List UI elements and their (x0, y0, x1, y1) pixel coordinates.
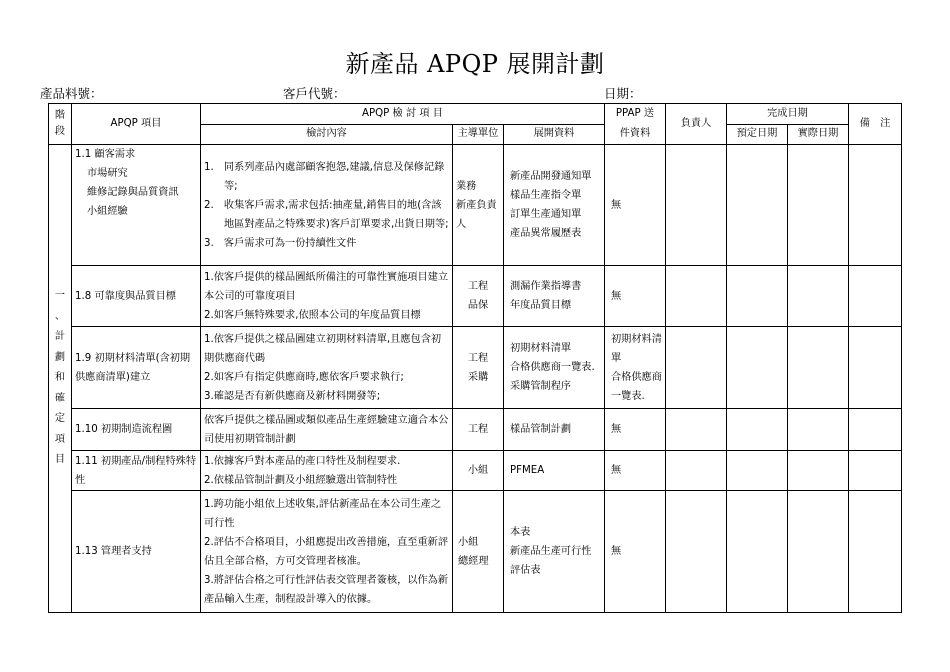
table-row (49, 491, 902, 613)
check-content-cell: 1.依客戶提供的樣品圖紙所備注的可靠性實施項目建立本公司的可靠度項目 2.如客戶無特殊要求,依照本公司的年度品質目標 (201, 266, 453, 327)
owner-cell[interactable] (666, 145, 727, 266)
planned-date-cell[interactable] (727, 327, 788, 409)
owner-cell[interactable] (666, 409, 727, 451)
planned-date-cell[interactable] (727, 491, 788, 613)
check-content-cell: 1. 同系列產品內處部顧客抱怨,建議,信息及保修記錄等; 2. 收集客戶需求,需求包括:抽產量,銷售目的地(含該地區對產品之特殊要求)客戶訂單要求,出貨日期等; 3. 客戶需求可為一份持續性文件 (201, 145, 453, 266)
check-content-cell: 1.跨功能小組依上述收集,評估新產品在本公司生產之可行性 2.評估不合格項目，小組應提出改善措施，直至重新評估且全部合格，方可交管理者核准。 3.將評估合格之可行性評估表交管理者簽核，以作為新產品輸入生產，制程設計導入的依據。 (201, 491, 453, 613)
actual-date-cell[interactable] (788, 451, 849, 491)
actual-date-cell[interactable] (788, 266, 849, 327)
ppap-cell: 無 (605, 491, 666, 613)
lead-unit-cell: 業務 新產負責人 (453, 145, 504, 266)
lead-unit-header: 主導單位 (453, 124, 504, 145)
deploy-docs-cell: PFMEA (504, 451, 605, 491)
ppap-cell: 初期材料清單 合格供應商一覽表. (605, 327, 666, 409)
planned-date-cell[interactable] (727, 266, 788, 327)
table-row (49, 327, 902, 409)
lead-unit-cell: 工程 品保 (453, 266, 504, 327)
planned-date-cell[interactable] (727, 409, 788, 451)
remarks-cell[interactable] (849, 327, 902, 409)
apqp-item-cell: 1.13 管理者支持 (72, 491, 201, 613)
actual-date-cell[interactable] (788, 491, 849, 613)
planned-date-cell[interactable] (727, 145, 788, 266)
check-content-header: 檢討內容 (201, 124, 453, 145)
lead-unit-cell: 小組 總經理 (453, 491, 504, 613)
table-row (49, 409, 902, 451)
apqp-item-cell: 1.1 顧客需求 市場研究 維修記錄與品質資訊 小組經驗 (72, 145, 201, 266)
lead-unit-cell: 工程 (453, 409, 504, 451)
apqp-item-cell: 1.9 初期材料清單(含初期供應商清單)建立 (72, 327, 201, 409)
deploy-docs-header: 展開資料 (504, 124, 605, 145)
apqp-check-items-header: APQP 檢 討 項 目 (201, 104, 605, 125)
apqp-plan-table (48, 103, 902, 613)
date-label: 日期： (604, 86, 642, 101)
stage-header: 階 段 (49, 104, 72, 145)
lead-unit-cell: 工程 采購 (453, 327, 504, 409)
apqp-item-cell: 1.8 可靠度與品質目標 (72, 266, 201, 327)
deploy-docs-cell: 樣品管制計劃 (504, 409, 605, 451)
apqp-item-cell: 1.11 初期產品/制程特殊特性 (72, 451, 201, 491)
planned-date-cell[interactable] (727, 451, 788, 491)
remarks-cell[interactable] (849, 266, 902, 327)
planned-date-header: 預定日期 (727, 124, 788, 145)
table-row (49, 451, 902, 491)
remarks-cell[interactable] (849, 145, 902, 266)
table-row (49, 145, 902, 266)
customer-code-label: 客戶代號： (283, 86, 346, 101)
ppap-cell: 無 (605, 145, 666, 266)
table-row (49, 266, 902, 327)
stage-cell: 一 、 計 劃 和 確 定 項 目 (49, 145, 72, 613)
owner-cell[interactable] (666, 491, 727, 613)
actual-date-cell[interactable] (788, 145, 849, 266)
remarks-header: 備 注 (849, 104, 902, 145)
header-fields (0, 84, 950, 102)
deploy-docs-cell: 測漏作業指導書 年度品質目標 (504, 266, 605, 327)
remarks-cell[interactable] (849, 409, 902, 451)
deploy-docs-cell: 初期材料清單 合格供應商一覽表. 采購管制程序 (504, 327, 605, 409)
remarks-cell[interactable] (849, 451, 902, 491)
actual-date-cell[interactable] (788, 409, 849, 451)
check-content-cell: 1.依據客戶對本產品的產口特性及制程要求. 2.依樣品管制計劃及小組經驗選出管制特性 (201, 451, 453, 491)
check-content-cell: 依客戶提供之樣品圖或類似產品生產經驗建立適合本公司使用初期管制計劃 (201, 409, 453, 451)
check-content-cell: 1.依客戶提供之樣品圖建立初期材料清單,且應包含初期供應商代碼 2.如客戶有指定供應商時,應依客戶要求執行; 3.確認是否有新供應商及新材料開發等; (201, 327, 453, 409)
part-no-label: 產品料號： (40, 86, 103, 101)
actual-date-cell[interactable] (788, 327, 849, 409)
ppap-cell: 無 (605, 266, 666, 327)
ppap-cell: 無 (605, 451, 666, 491)
deploy-docs-cell: 新產品開發通知單 樣品生產指令單 訂單生產通知單 產品異常履歷表 (504, 145, 605, 266)
owner-cell[interactable] (666, 266, 727, 327)
ppap-header: PPAP 送 件資料 (605, 104, 666, 145)
owner-header: 負責人 (666, 104, 727, 145)
lead-unit-cell: 小組 (453, 451, 504, 491)
actual-date-header: 實際日期 (788, 124, 849, 145)
apqp-item-cell: 1.10 初期制造流程圖 (72, 409, 201, 451)
ppap-cell: 無 (605, 409, 666, 451)
owner-cell[interactable] (666, 327, 727, 409)
remarks-cell[interactable] (849, 491, 902, 613)
owner-cell[interactable] (666, 451, 727, 491)
page-title: 新產品 APQP 展開計劃 (345, 50, 605, 78)
deploy-docs-cell: 本表 新產品生產可行性評估表 (504, 491, 605, 613)
completion-date-header: 完成日期 (727, 104, 849, 125)
apqp-item-header: APQP 項目 (72, 104, 201, 145)
